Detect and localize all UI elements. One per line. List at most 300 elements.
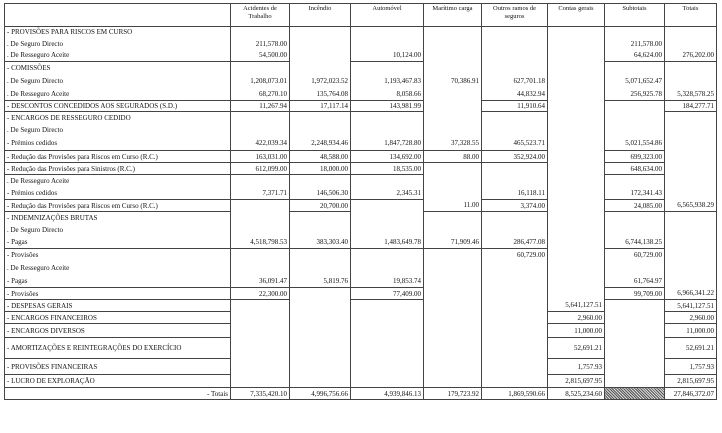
ledger-body (5, 27, 717, 400)
table-cell: 68,270.10 (231, 88, 290, 101)
table-row (5, 27, 717, 38)
table-cell: 16,118.11 (482, 188, 548, 200)
table-cell (482, 27, 548, 38)
table-cell: 52,691.21 (548, 338, 605, 359)
table-cell: 699,323.00 (605, 151, 665, 163)
table-cell (351, 359, 424, 375)
table-cell: 465,523.71 (482, 136, 548, 151)
table-cell (548, 175, 605, 188)
table-cell: 256,925.78 (605, 88, 665, 101)
table-cell (231, 112, 290, 124)
table-cell (231, 212, 290, 224)
totals-cell: 4,996,756.66 (290, 388, 351, 400)
table-cell (351, 338, 424, 359)
table-cell: 1,847,728.80 (351, 136, 424, 151)
table-cell: 18,000.00 (290, 163, 351, 175)
table-cell (231, 224, 290, 236)
table-cell (231, 262, 290, 275)
row-label: - PROVISÕES PARA RISCOS EM CURSO (5, 27, 231, 38)
table-cell (548, 112, 605, 124)
table-cell (548, 249, 605, 262)
table-cell (290, 224, 351, 236)
table-cell (482, 38, 548, 50)
row-label: . De Resseguro Aceite (5, 50, 231, 62)
table-row (5, 136, 717, 151)
table-cell (231, 359, 290, 375)
table-cell (351, 375, 424, 388)
table-cell (482, 275, 548, 288)
table-row (5, 200, 717, 212)
table-cell (665, 151, 717, 163)
table-cell (231, 324, 290, 338)
table-cell: 2,960.00 (548, 312, 605, 324)
table-row (5, 288, 717, 300)
table-cell (548, 50, 605, 62)
table-cell (548, 38, 605, 50)
table-cell (231, 338, 290, 359)
table-cell (482, 62, 548, 75)
table-cell: 18,535.00 (351, 163, 424, 175)
table-row (5, 212, 717, 224)
table-cell (424, 50, 482, 62)
table-cell: 276,202.00 (665, 50, 717, 62)
table-cell (482, 212, 548, 224)
table-cell (665, 136, 717, 151)
header-contas-gerais: Contas gerais (548, 4, 605, 27)
table-cell (605, 62, 665, 75)
table-cell: 184,277.71 (665, 101, 717, 112)
table-cell (290, 359, 351, 375)
table-cell (424, 324, 482, 338)
table-cell (424, 375, 482, 388)
table-cell (231, 249, 290, 262)
table-cell (424, 101, 482, 112)
table-cell (605, 312, 665, 324)
table-cell (548, 188, 605, 200)
totals-label: - Totais (5, 388, 231, 400)
table-cell (482, 50, 548, 62)
table-cell (665, 62, 717, 75)
header-automovel: Automóvel (351, 4, 424, 27)
table-cell (424, 275, 482, 288)
row-label: . De Seguro Directo (5, 38, 231, 50)
table-cell: 286,477.08 (482, 236, 548, 249)
table-row (5, 359, 717, 375)
totals-cell: 1,869,590.66 (482, 388, 548, 400)
table-cell (231, 175, 290, 188)
table-cell (482, 338, 548, 359)
table-cell (548, 200, 605, 212)
table-row (5, 224, 717, 236)
table-cell: 7,371.71 (231, 188, 290, 200)
table-cell: 19,853.74 (351, 275, 424, 288)
table-cell (351, 112, 424, 124)
row-label: . De Resseguro Aceite (5, 175, 231, 188)
table-cell: 2,815,697.95 (665, 375, 717, 388)
row-label: - Redução das Provisões para Sinistros (R.C.) (5, 163, 231, 175)
table-cell: 5,071,652.47 (605, 75, 665, 88)
table-cell: 143,981.99 (351, 101, 424, 112)
table-cell: 211,578.00 (231, 38, 290, 50)
table-cell (424, 312, 482, 324)
header-acidentes-trabalho: Acidentes de Trabalho (231, 4, 290, 27)
totals-row (5, 388, 717, 400)
table-cell (548, 236, 605, 249)
header-totais: Totais (665, 4, 717, 27)
table-cell: 11.00 (424, 200, 482, 212)
table-cell: 172,341.43 (605, 188, 665, 200)
table-cell: 11,910.64 (482, 101, 548, 112)
table-cell (424, 262, 482, 275)
table-cell (548, 262, 605, 275)
table-cell (665, 224, 717, 236)
table-cell: 60,729.00 (482, 249, 548, 262)
row-label: - Pagas (5, 275, 231, 288)
table-cell (665, 188, 717, 200)
table-cell (665, 212, 717, 224)
table-cell: 52,691.21 (665, 338, 717, 359)
table-cell: 2,960.00 (665, 312, 717, 324)
table-cell (231, 27, 290, 38)
table-cell (290, 175, 351, 188)
table-cell (548, 151, 605, 163)
table-cell (290, 212, 351, 224)
header-incendio: Incêndio (290, 4, 351, 27)
row-label: - ENCARGOS DIVERSOS (5, 324, 231, 338)
table-row (5, 375, 717, 388)
table-cell (231, 300, 290, 312)
header-outros-ramos: Outros ramos de seguros (482, 4, 548, 27)
table-cell (290, 124, 351, 136)
row-label: - Prémios cedidos (5, 188, 231, 200)
table-row (5, 101, 717, 112)
table-cell (290, 288, 351, 300)
table-cell (351, 212, 424, 224)
table-cell: 64,624.00 (605, 50, 665, 62)
table-cell (482, 112, 548, 124)
table-cell: 135,764.08 (290, 88, 351, 101)
table-cell: 99,709.00 (605, 288, 665, 300)
table-cell: 70,386.91 (424, 75, 482, 88)
table-cell: 383,303.40 (290, 236, 351, 249)
table-cell (548, 62, 605, 75)
table-cell: 1,757.93 (548, 359, 605, 375)
table-cell: 1,757.93 (665, 359, 717, 375)
table-row (5, 275, 717, 288)
table-row (5, 312, 717, 324)
table-row (5, 188, 717, 200)
table-cell (231, 375, 290, 388)
table-cell (424, 88, 482, 101)
table-cell: 8,058.66 (351, 88, 424, 101)
table-row (5, 50, 717, 62)
table-cell (290, 112, 351, 124)
table-row (5, 324, 717, 338)
table-cell (424, 27, 482, 38)
table-row (5, 151, 717, 163)
table-cell (605, 124, 665, 136)
table-cell (665, 112, 717, 124)
table-cell: 352,924.00 (482, 151, 548, 163)
table-cell (605, 262, 665, 275)
row-label: - DESPESAS GERAIS (5, 300, 231, 312)
table-cell: 5,819.76 (290, 275, 351, 288)
table-cell: 6,744,138.25 (605, 236, 665, 249)
table-cell: 24,085.00 (605, 200, 665, 212)
table-cell (231, 124, 290, 136)
table-cell (424, 112, 482, 124)
table-cell (290, 324, 351, 338)
row-label: . De Seguro Directo (5, 224, 231, 236)
totals-cell: 8,525,234.60 (548, 388, 605, 400)
table-cell (548, 163, 605, 175)
table-cell (351, 224, 424, 236)
table-cell: 44,832.94 (482, 88, 548, 101)
table-cell (605, 375, 665, 388)
table-cell: 3,374.00 (482, 200, 548, 212)
table-cell (665, 275, 717, 288)
table-cell (548, 88, 605, 101)
table-cell: 54,500.00 (231, 50, 290, 62)
table-cell (290, 375, 351, 388)
header-row (5, 4, 717, 27)
table-cell (605, 300, 665, 312)
row-label: - Provisões (5, 288, 231, 300)
totals-cell: 4,939,846.13 (351, 388, 424, 400)
table-cell: 2,248,934.46 (290, 136, 351, 151)
table-row (5, 38, 717, 50)
table-cell (351, 249, 424, 262)
table-cell: 20,700.00 (290, 200, 351, 212)
table-cell (482, 175, 548, 188)
table-cell (665, 27, 717, 38)
table-cell: 77,409.00 (351, 288, 424, 300)
table-cell (351, 124, 424, 136)
totals-cell: 7,335,420.10 (231, 388, 290, 400)
row-label: - Provisões (5, 249, 231, 262)
table-cell (424, 359, 482, 375)
table-cell: 627,701.18 (482, 75, 548, 88)
table-cell (424, 288, 482, 300)
table-cell (482, 163, 548, 175)
table-cell: 1,483,649.78 (351, 236, 424, 249)
row-label: - PROVISÕES FINANCEIRAS (5, 359, 231, 375)
table-cell (290, 62, 351, 75)
table-cell (290, 262, 351, 275)
table-row (5, 262, 717, 275)
table-cell (290, 300, 351, 312)
table-cell (548, 75, 605, 88)
table-cell (548, 124, 605, 136)
table-cell (548, 224, 605, 236)
table-cell (424, 188, 482, 200)
table-cell: 17,117.14 (290, 101, 351, 112)
table-row (5, 175, 717, 188)
table-cell (665, 75, 717, 88)
table-cell (290, 27, 351, 38)
table-cell: 2,345.31 (351, 188, 424, 200)
table-cell (290, 50, 351, 62)
table-row (5, 124, 717, 136)
table-cell (424, 175, 482, 188)
table-cell (665, 38, 717, 50)
table-row (5, 163, 717, 175)
table-cell: 648,634.00 (605, 163, 665, 175)
table-cell: 163,031.00 (231, 151, 290, 163)
table-cell (290, 312, 351, 324)
table-cell (482, 262, 548, 275)
table-cell (351, 38, 424, 50)
table-cell: 5,328,578.25 (665, 88, 717, 101)
row-label: - ENCARGOS DE RESSEGURO CEDIDO (5, 112, 231, 124)
table-cell (665, 236, 717, 249)
table-cell (605, 338, 665, 359)
table-cell (548, 136, 605, 151)
table-cell (605, 224, 665, 236)
table-cell: 11,000.00 (548, 324, 605, 338)
row-label: - Pagas (5, 236, 231, 249)
table-cell: 6,565,938.29 (665, 200, 717, 212)
totals-cell: 27,846,372.07 (665, 388, 717, 400)
header-label-column (5, 4, 231, 27)
table-cell (605, 175, 665, 188)
table-cell (482, 224, 548, 236)
table-cell: 134,692.00 (351, 151, 424, 163)
table-cell (424, 300, 482, 312)
table-row (5, 112, 717, 124)
table-cell (424, 163, 482, 175)
table-cell (482, 300, 548, 312)
row-label: - ENCARGOS FINANCEIROS (5, 312, 231, 324)
table-cell (290, 338, 351, 359)
table-cell (482, 359, 548, 375)
header-subtotais: Subtotais (605, 4, 665, 27)
table-cell: 11,000.00 (665, 324, 717, 338)
table-cell (605, 324, 665, 338)
table-cell (482, 324, 548, 338)
table-cell: 1,208,073.01 (231, 75, 290, 88)
table-cell: 22,300.00 (231, 288, 290, 300)
table-cell: 61,764.97 (605, 275, 665, 288)
table-cell (665, 175, 717, 188)
table-cell (605, 27, 665, 38)
table-cell: 11,267.94 (231, 101, 290, 112)
totals-cell: 179,723.92 (424, 388, 482, 400)
table-cell (351, 200, 424, 212)
table-cell: 48,588.00 (290, 151, 351, 163)
row-label: . De Resseguro Aceite (5, 88, 231, 101)
table-cell: 2,815,697.95 (548, 375, 605, 388)
table-cell: 71,909.46 (424, 236, 482, 249)
table-row (5, 300, 717, 312)
table-cell (351, 324, 424, 338)
table-cell: 5,021,554.86 (605, 136, 665, 151)
row-label: - Redução das Provisões para Riscos em Curso (R.C.) (5, 200, 231, 212)
table-cell (424, 62, 482, 75)
table-cell (482, 288, 548, 300)
row-label: - LUCRO DE EXPLORAÇÃO (5, 375, 231, 388)
table-cell (231, 62, 290, 75)
table-cell (351, 27, 424, 38)
table-cell (290, 249, 351, 262)
row-label: - AMORTIZAÇÕES E REINTEGRAÇÕES DO EXERCÍCIO (5, 338, 231, 359)
table-cell (231, 200, 290, 212)
hatched-cell (605, 388, 665, 400)
table-cell: 6,966,341.22 (665, 288, 717, 300)
table-row (5, 236, 717, 249)
table-cell (290, 38, 351, 50)
table-row (5, 62, 717, 75)
table-cell (351, 262, 424, 275)
row-label: - Redução das Provisões para Riscos em Curso (R.C.) (5, 151, 231, 163)
row-label: - Prémios cedidos (5, 136, 231, 151)
table-cell (351, 300, 424, 312)
table-cell: 1,972,023.52 (290, 75, 351, 88)
table-cell: 1,193,467.83 (351, 75, 424, 88)
table-cell (605, 212, 665, 224)
table-cell (665, 262, 717, 275)
table-cell: 10,124.00 (351, 50, 424, 62)
table-cell (424, 212, 482, 224)
table-cell (424, 224, 482, 236)
table-cell (548, 212, 605, 224)
row-label: . De Seguro Directo (5, 75, 231, 88)
table-row (5, 338, 717, 359)
table-cell (665, 163, 717, 175)
table-cell: 4,518,798.53 (231, 236, 290, 249)
table-cell (482, 124, 548, 136)
table-row (5, 88, 717, 101)
table-cell (482, 312, 548, 324)
table-row (5, 249, 717, 262)
table-cell: 422,039.34 (231, 136, 290, 151)
table-cell (231, 312, 290, 324)
table-cell (351, 62, 424, 75)
table-cell: 5,641,127.51 (665, 300, 717, 312)
table-cell: 612,099.00 (231, 163, 290, 175)
table-cell: 36,091.47 (231, 275, 290, 288)
table-cell (351, 175, 424, 188)
row-label: . De Resseguro Aceite (5, 262, 231, 275)
table-cell: 146,506.30 (290, 188, 351, 200)
table-cell (482, 375, 548, 388)
table-cell (605, 112, 665, 124)
table-cell: 211,578.00 (605, 38, 665, 50)
table-cell: 37,328.55 (424, 136, 482, 151)
table-cell (424, 338, 482, 359)
table-cell (665, 124, 717, 136)
expense-ledger-table (4, 3, 717, 400)
table-cell (548, 27, 605, 38)
table-cell (424, 124, 482, 136)
table-cell (424, 249, 482, 262)
table-cell (424, 38, 482, 50)
row-label: - INDEMNIZAÇÕES BRUTAS (5, 212, 231, 224)
table-cell (548, 275, 605, 288)
table-cell (605, 101, 665, 112)
table-cell (351, 312, 424, 324)
table-cell: 5,641,127.51 (548, 300, 605, 312)
header-maritimo-carga: Marítimo carga (424, 4, 482, 27)
row-label: - COMISSÕES (5, 62, 231, 75)
table-cell: 88.00 (424, 151, 482, 163)
row-label: - DESCONTOS CONCEDIDOS AOS SEGURADOS (S.D.) (5, 101, 231, 112)
table-cell (548, 101, 605, 112)
table-cell (548, 288, 605, 300)
table-cell (665, 249, 717, 262)
row-label: . De Seguro Directo (5, 124, 231, 136)
table-cell: 60,729.00 (605, 249, 665, 262)
